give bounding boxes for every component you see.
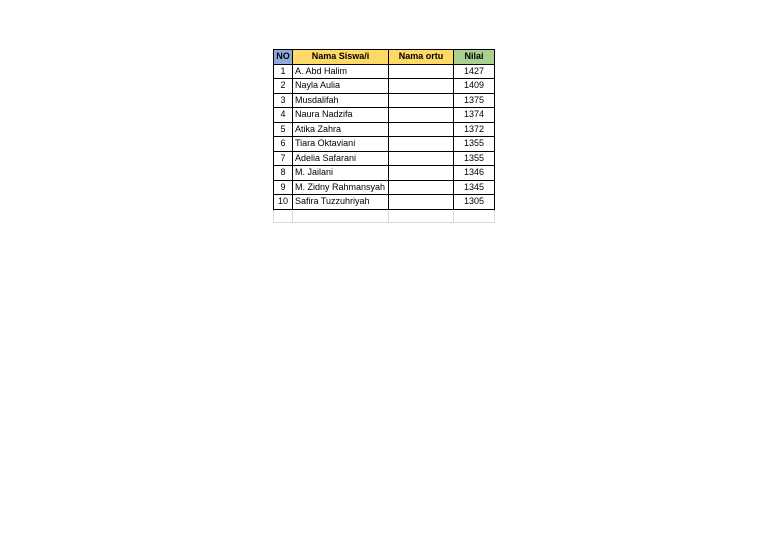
cell-score: 1345 bbox=[454, 180, 495, 195]
cell-parent-name bbox=[389, 195, 454, 210]
empty-cell bbox=[454, 209, 495, 222]
cell-student-name: Nayla Aulia bbox=[293, 79, 389, 94]
cell-student-name: M. Jailani bbox=[293, 166, 389, 181]
cell-parent-name bbox=[389, 79, 454, 94]
cell-parent-name bbox=[389, 151, 454, 166]
header-parent-name: Nama ortu bbox=[389, 50, 454, 65]
cell-student-name: M. Zidny Rahmansyah bbox=[293, 180, 389, 195]
empty-cell bbox=[389, 209, 454, 222]
cell-parent-name bbox=[389, 108, 454, 123]
table-row bbox=[274, 122, 495, 137]
cell-student-name: Adelia Safarani bbox=[293, 151, 389, 166]
cell-no: 8 bbox=[274, 166, 293, 181]
cell-parent-name bbox=[389, 93, 454, 108]
cell-score: 1355 bbox=[454, 151, 495, 166]
cell-student-name: Musdalifah bbox=[293, 93, 389, 108]
cell-parent-name bbox=[389, 166, 454, 181]
header-score: Nilai bbox=[454, 50, 495, 65]
cell-parent-name bbox=[389, 64, 454, 79]
cell-score: 1427 bbox=[454, 64, 495, 79]
student-score-table bbox=[273, 49, 495, 223]
cell-student-name: Atika Zahra bbox=[293, 122, 389, 137]
cell-score: 1375 bbox=[454, 93, 495, 108]
cell-no: 7 bbox=[274, 151, 293, 166]
cell-score: 1355 bbox=[454, 137, 495, 152]
cell-score: 1372 bbox=[454, 122, 495, 137]
header-no: NO bbox=[274, 50, 293, 65]
cell-score: 1374 bbox=[454, 108, 495, 123]
table-row bbox=[274, 180, 495, 195]
cell-no: 3 bbox=[274, 93, 293, 108]
cell-score: 1409 bbox=[454, 79, 495, 94]
cell-score: 1346 bbox=[454, 166, 495, 181]
cell-no: 10 bbox=[274, 195, 293, 210]
header-student-name: Nama Siswa/i bbox=[293, 50, 389, 65]
table-row bbox=[274, 137, 495, 152]
table-row bbox=[274, 195, 495, 210]
cell-no: 4 bbox=[274, 108, 293, 123]
cell-no: 6 bbox=[274, 137, 293, 152]
table-row bbox=[274, 64, 495, 79]
empty-cell bbox=[293, 209, 389, 222]
cell-no: 9 bbox=[274, 180, 293, 195]
table-row bbox=[274, 79, 495, 94]
table-row bbox=[274, 151, 495, 166]
table-row bbox=[274, 108, 495, 123]
cell-student-name: Safira Tuzzuhriyah bbox=[293, 195, 389, 210]
header-row bbox=[274, 50, 495, 65]
empty-row bbox=[274, 209, 495, 222]
cell-parent-name bbox=[389, 122, 454, 137]
table-row bbox=[274, 166, 495, 181]
empty-cell bbox=[274, 209, 293, 222]
cell-student-name: A. Abd Halim bbox=[293, 64, 389, 79]
cell-parent-name bbox=[389, 137, 454, 152]
cell-no: 2 bbox=[274, 79, 293, 94]
cell-parent-name bbox=[389, 180, 454, 195]
cell-no: 1 bbox=[274, 64, 293, 79]
table-row bbox=[274, 93, 495, 108]
cell-student-name: Naura Nadzifa bbox=[293, 108, 389, 123]
cell-no: 5 bbox=[274, 122, 293, 137]
cell-student-name: Tiara Oktaviani bbox=[293, 137, 389, 152]
cell-score: 1305 bbox=[454, 195, 495, 210]
